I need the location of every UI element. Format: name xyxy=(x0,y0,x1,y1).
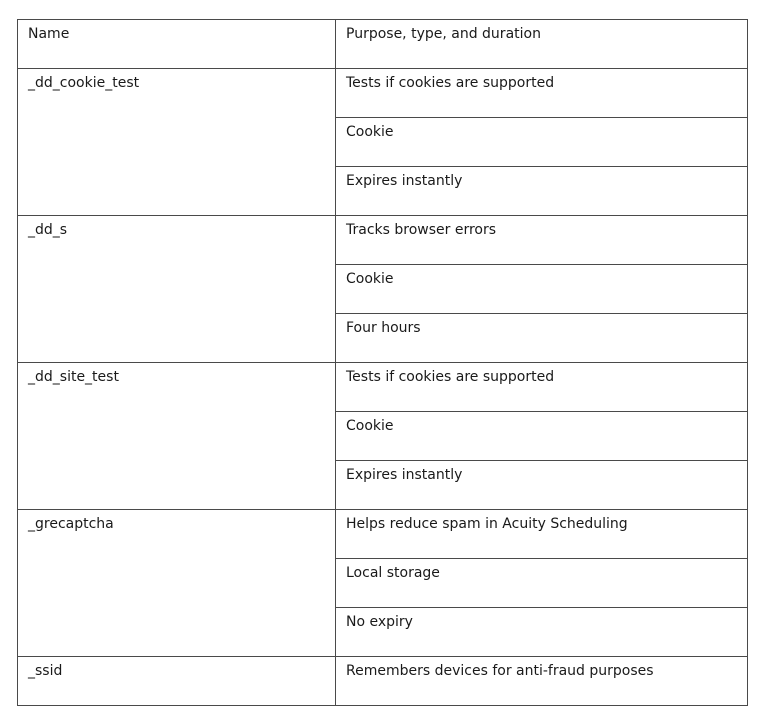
cookie-purpose-cell: Tests if cookies are supported xyxy=(336,69,748,118)
cookie-name-cell: _dd_site_test xyxy=(18,363,336,510)
cookie-type-cell: Local storage xyxy=(336,559,748,608)
cookie-name-cell: _ssid xyxy=(18,657,336,706)
cookie-type-cell: Cookie xyxy=(336,265,748,314)
table-row xyxy=(18,216,748,265)
cookie-duration-cell: Expires instantly xyxy=(336,167,748,216)
cookie-duration-cell: Expires instantly xyxy=(336,461,748,510)
table-header-row xyxy=(18,20,748,69)
cookie-name-cell: _grecaptcha xyxy=(18,510,336,657)
header-purpose-cell: Purpose, type, and duration xyxy=(336,20,748,69)
cookie-type-cell: Cookie xyxy=(336,412,748,461)
cookie-table xyxy=(17,19,748,706)
table-row xyxy=(18,69,748,118)
cookie-type-cell: Cookie xyxy=(336,118,748,167)
cookie-purpose-cell: Helps reduce spam in Acuity Scheduling xyxy=(336,510,748,559)
cookie-purpose-cell: Tests if cookies are supported xyxy=(336,363,748,412)
table-row xyxy=(18,657,748,706)
cookie-name-cell: _dd_cookie_test xyxy=(18,69,336,216)
cookie-purpose-cell: Remembers devices for anti-fraud purposes xyxy=(336,657,748,706)
cookie-duration-cell: Four hours xyxy=(336,314,748,363)
cookie-duration-cell: No expiry xyxy=(336,608,748,657)
table-row xyxy=(18,363,748,412)
header-name-cell: Name xyxy=(18,20,336,69)
cookie-name-cell: _dd_s xyxy=(18,216,336,363)
cookie-table-body xyxy=(18,20,748,706)
cookie-purpose-cell: Tracks browser errors xyxy=(336,216,748,265)
table-row xyxy=(18,510,748,559)
